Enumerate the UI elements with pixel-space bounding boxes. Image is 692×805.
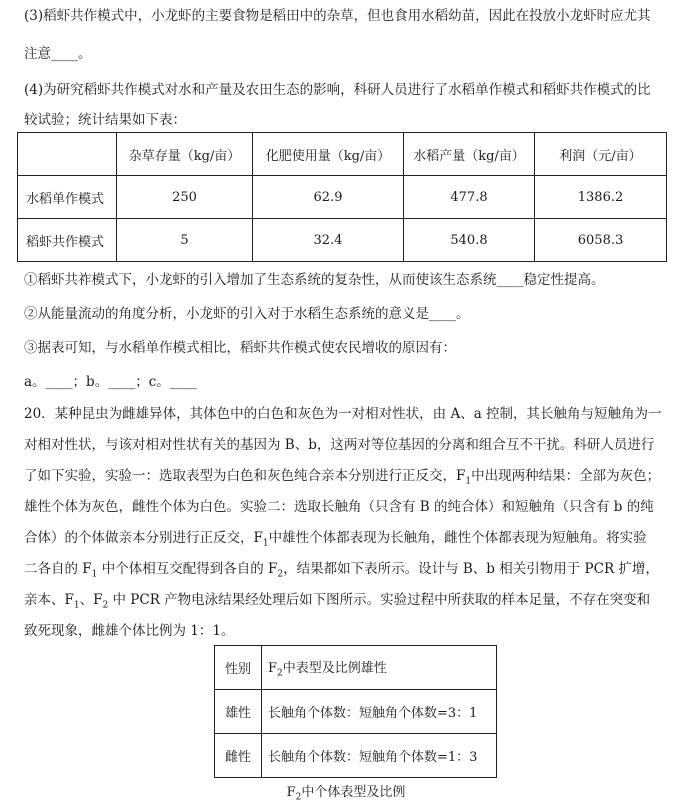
table-header-cell: 性别: [215, 646, 262, 690]
table-cell: 长触角个体数：短触角个体数=3：1: [262, 690, 497, 734]
subquestion-answer-blanks: a。____；b。____；c。____: [24, 374, 197, 390]
table-header-cell: $F_2$中表型及比例雄性: [262, 646, 497, 690]
q20-line3: 了如下实验，实验一：选取表型为白色和灰色纯合亲本分别进行正反交，$F_1$中出现两种结果：全部为灰色；: [24, 468, 661, 487]
table-cell: 6058.3: [535, 219, 667, 262]
table-header-cell: 杂草存量（kg/亩）: [117, 133, 253, 176]
q20-line6: 二各自的 $F_1$ 中个体相互交配得到各自的 $F_2$，结果都如下表所示。设计与 B、b 相关引物用于 PCR 扩增，: [24, 561, 659, 580]
q4-line2: 较试验；统计结果如下表：: [24, 112, 186, 128]
q3-line2: 注意____。: [24, 46, 92, 62]
table-header-cell: 化肥使用量（kg/亩）: [253, 133, 404, 176]
comparison-table: [17, 132, 667, 262]
table-cell: 477.8: [404, 176, 535, 219]
table-cell: 雄性: [215, 690, 262, 734]
q20-line5: 合体）的个体做亲本分别进行正反交，$F_1$中雄性个体都表现为长触角，雌性个体都表现为短触角。将实验: [24, 530, 647, 549]
table-cell: 稻虾共作模式: [18, 219, 117, 262]
table-cell: 540.8: [404, 219, 535, 262]
table-row: [215, 690, 497, 734]
table-row: [18, 176, 667, 219]
subquestion-1: ①稻虾共祚模式下，小龙虾的引入增加了生态系统的复杂性，从而使该生态系统____稳定性提高。: [24, 272, 605, 288]
table-row: [18, 219, 667, 262]
table-cell: 62.9: [253, 176, 404, 219]
table-header-cell: [18, 133, 117, 176]
q4-line1: (4)为研究稻虾共作模式对水和产量及农田生态的影响，科研人员进行了水稻单作模式和稻虾共作模式的比: [24, 82, 651, 98]
q20-line7: 亲本、$F_1$、$F_2$ 中 PCR 产物电泳结果经处理后如下图所示。实验过程中所获取的样本足量，不存在突变和: [24, 592, 651, 611]
table-header-cell: 利润（元/亩）: [535, 133, 667, 176]
table-cell: 长触角个体数：短触角个体数=1：3: [262, 734, 497, 778]
subquestion-3: ③据表可知，与水稻单作模式相比，稻虾共作模式使农民增收的原因有：: [24, 340, 456, 356]
table-caption: $F_2$中个体表型及比例: [286, 785, 406, 803]
q3-line1: (3)稻虾共作模式中，小龙虾的主要食物是稻田中的杂草，但也食用水稻幼苗，因此在投放小龙虾时应尤其: [24, 8, 651, 24]
table-cell: 雌性: [215, 734, 262, 778]
table-header-row: [18, 133, 667, 176]
table-cell: 水稻单作模式: [18, 176, 117, 219]
q20-line1: 20．某种昆虫为雌雄异体，其体色中的白色和灰色为一对相对性状，由 A、a 控制，其长触角与短触角为一: [24, 406, 662, 422]
subquestion-2: ②从能量流动的角度分析，小龙虾的引入对于水稻生态系统的意义是____。: [24, 306, 470, 322]
q20-line4: 雄性个体为灰色，雌性个体为白色。实验二：选取长触角（只含有 B 的纯合体）和短触角（只含有 b 的纯: [24, 499, 654, 515]
table-cell: 250: [117, 176, 253, 219]
table-cell: 1386.2: [535, 176, 667, 219]
table-header-cell: 水稻产量（kg/亩）: [404, 133, 535, 176]
q20-line2: 对相对性状，与该对相对性状有关的基因为 B、b，这两对等位基因的分离和组合互不干扰。科研人员进行: [24, 437, 655, 453]
table-row: [215, 734, 497, 778]
q20-line8: 致死现象，雌雄个体比例为 1：1。: [24, 623, 235, 639]
table-cell: 5: [117, 219, 253, 262]
table-header-row: [215, 646, 497, 690]
table-cell: 32.4: [253, 219, 404, 262]
f2-phenotype-table: [214, 645, 497, 778]
